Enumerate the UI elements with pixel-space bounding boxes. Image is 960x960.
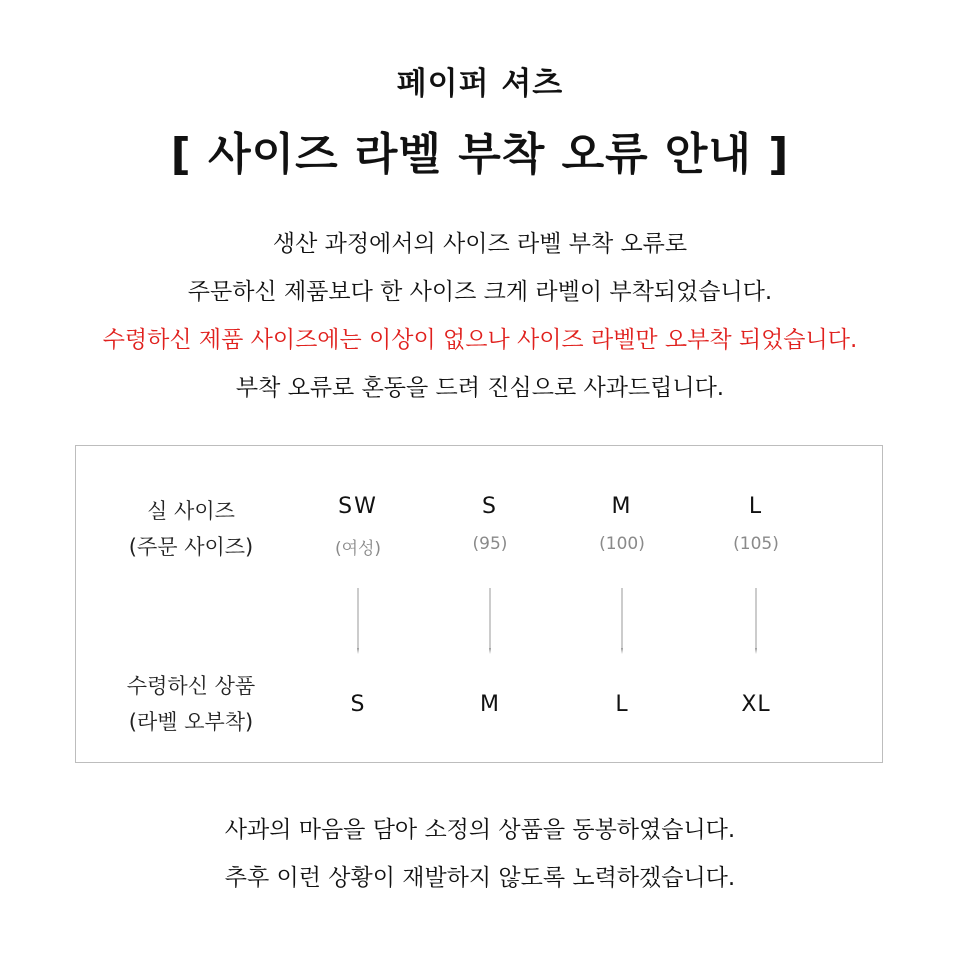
actual-size-label: 실 사이즈: [147, 499, 235, 523]
mislabel-label: (라벨 오부착): [128, 710, 254, 734]
size-comparison-table: [75, 445, 883, 763]
actual-size: M: [611, 494, 633, 519]
received-row-label: [76, 668, 306, 740]
down-arrow-icon: [755, 588, 757, 654]
down-arrow-icon: [489, 588, 491, 654]
order-size-label: (주문 사이즈): [128, 535, 254, 559]
brand-subtitle: 페이퍼 셔츠: [396, 66, 564, 102]
page-title: [ 사이즈 라벨 부착 오류 안내 ]: [170, 129, 790, 180]
received-product-label: 수령하신 상품: [126, 674, 256, 698]
down-arrow-icon: [357, 588, 359, 654]
closing-text: [0, 806, 960, 902]
received-size: L: [615, 692, 629, 717]
actual-size-row-label: [76, 493, 306, 565]
received-size: XL: [741, 692, 771, 717]
notice-line-1: 생산 과정에서의 사이즈 라벨 부착 오류로: [272, 231, 688, 257]
received-size: S: [350, 692, 366, 717]
size-note: (여성): [334, 539, 382, 559]
notice-line-3-highlight: 수령하신 제품 사이즈에는 이상이 없으나 사이즈 라벨만 오부착 되었습니다.: [102, 327, 858, 353]
closing-line-2: 추후 이런 상황이 재발하지 않도록 노력하겠습니다.: [224, 865, 736, 891]
actual-size: SW: [338, 494, 378, 519]
notice-text: [0, 220, 960, 412]
closing-line-1: 사과의 마음을 담아 소정의 상품을 동봉하였습니다.: [224, 817, 736, 843]
received-size: M: [480, 692, 500, 717]
down-arrow-icon: [621, 588, 623, 654]
actual-size: L: [748, 494, 764, 519]
actual-size: S: [482, 494, 498, 519]
notice-line-2: 주문하신 제품보다 한 사이즈 크게 라벨이 부착되었습니다.: [187, 279, 773, 305]
size-note: (95): [472, 534, 508, 554]
size-note: (105): [733, 534, 779, 554]
size-note: (100): [599, 534, 645, 554]
notice-line-4: 부착 오류로 혼동을 드려 진심으로 사과드립니다.: [235, 375, 725, 401]
